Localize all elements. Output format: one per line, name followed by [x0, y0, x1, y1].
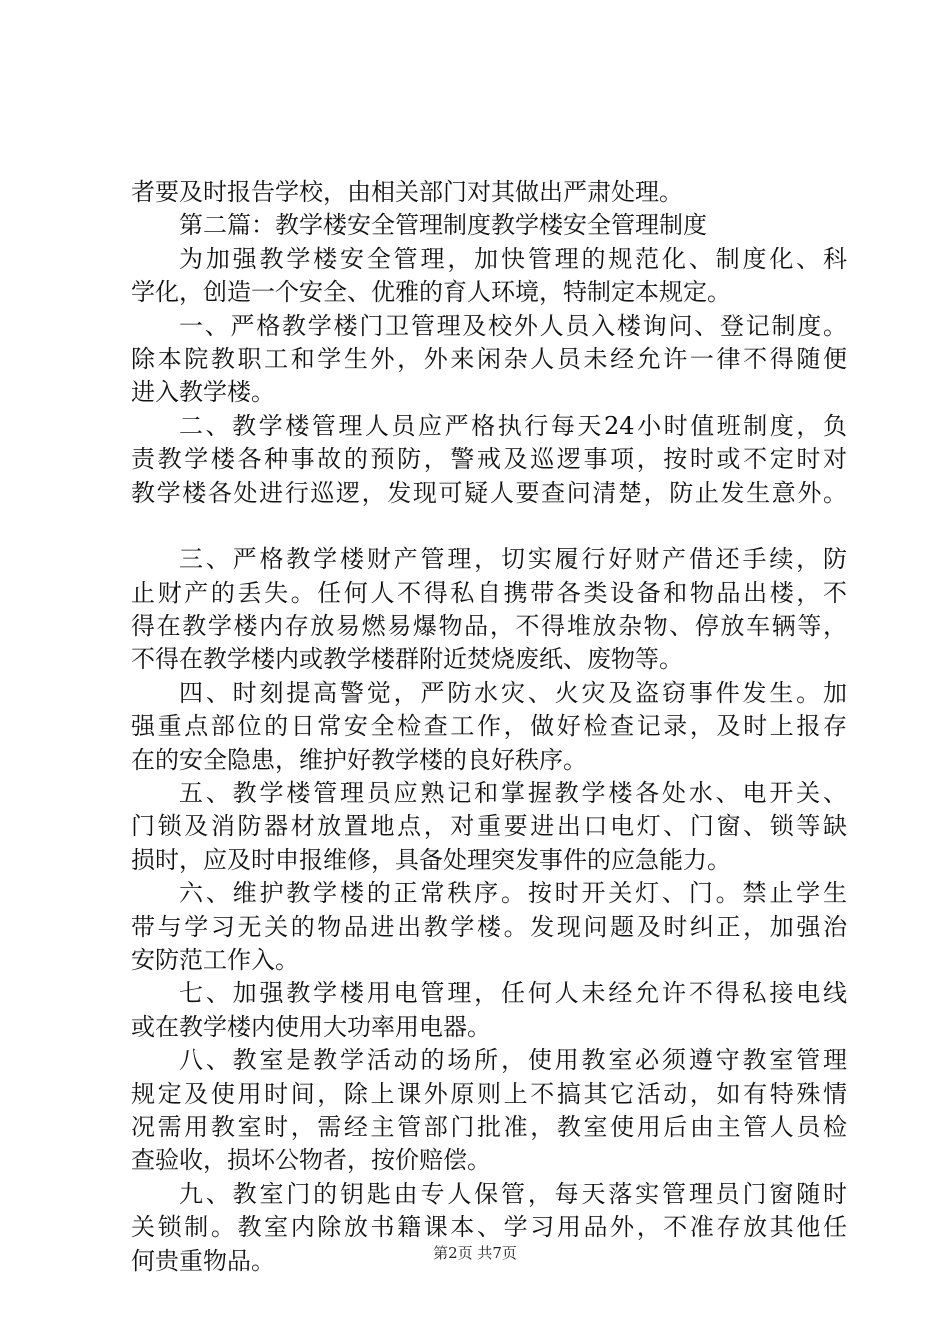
text-line: 学化，创造一个安全、优雅的育人环境，特制定本规定。 — [131, 278, 731, 307]
text-line: 带与学习无关的物品进出教学楼。发现问题及时纠正，加强治 — [131, 912, 847, 941]
page-number-footer: 第2页 共7页 — [433, 1244, 517, 1262]
text-line: 止财产的丢失。任何人不得私自携带各类设备和物品出楼，不 — [131, 578, 847, 607]
text-line: 除本院教职工和学生外，外来闲杂人员未经允许一律不得随便 — [131, 344, 847, 373]
text-line: 为加强教学楼安全管理，加快管理的规范化、制度化、科 — [179, 244, 847, 273]
text-line: 关锁制。教室内除放书籍课本、学习用品外，不准存放其他任 — [131, 1213, 847, 1242]
text-line: 门锁及消防器材放置地点，对重要进出口电灯、门窗、锁等缺 — [131, 812, 847, 841]
text-line: 八、教室是教学活动的场所，使用教室必须遵守教室管理 — [179, 1046, 847, 1075]
document-body — [131, 176, 847, 1278]
text-line: 不得在教学楼内或教学楼群附近焚烧废纸、废物等。 — [131, 645, 683, 674]
text-line: 强重点部位的日常安全检查工作，做好检查记录，及时上报存 — [131, 712, 847, 741]
text-line: 二、教学楼管理人员应严格执行每天24小时值班制度，负 — [179, 411, 847, 440]
text-line: 九、教室门的钥匙由专人保管，每天落实管理员门窗随时 — [179, 1179, 847, 1208]
section-heading: 第二篇：教学楼安全管理制度教学楼安全管理制度 — [179, 211, 707, 240]
text-line: 责教学楼各种事故的预防，警戒及巡逻事项，按时或不定时对 — [131, 445, 847, 474]
text-line: 况需用教室时，需经主管部门批准，教室使用后由主管人员检 — [131, 1112, 847, 1141]
text-line: 五、教学楼管理员应熟记和掌握教学楼各处水、电开关、 — [179, 779, 847, 808]
text-line: 进入教学楼。 — [131, 378, 275, 407]
text-line: 一、严格教学楼门卫管理及校外人员入楼询问、登记制度。 — [179, 311, 847, 340]
text-line: 六、维护教学楼的正常秩序。按时开关灯、门。禁止学生 — [179, 879, 847, 908]
text-line: 四、时刻提高警觉，严防水灾、火灾及盗窃事件发生。加 — [179, 678, 847, 707]
text-line: 或在教学楼内使用大功率用电器。 — [131, 1012, 491, 1041]
text-line: 查验收，损坏公物者，按价赔偿。 — [131, 1146, 491, 1175]
text-line: 安防范工作入。 — [131, 945, 299, 974]
text-line: 得在教学楼内存放易燃易爆物品，不得堆放杂物、停放车辆等， — [131, 612, 847, 641]
text-line: 三、严格教学楼财产管理，切实履行好财产借还手续，防 — [179, 545, 847, 574]
text-line: 损时，应及时申报维修，具备处理突发事件的应急能力。 — [131, 845, 731, 874]
text-line: 在的安全隐患，维护好教学楼的良好秩序。 — [131, 745, 587, 774]
text-line: 者要及时报告学校，由相关部门对其做出严肃处理。 — [131, 178, 683, 206]
blank-line — [131, 510, 847, 543]
text-line: 教学楼各处进行巡逻，发现可疑人要查问清楚，防止发生意外。 — [131, 478, 847, 507]
text-line: 规定及使用时间，除上课外原则上不搞其它活动，如有特殊情 — [131, 1079, 847, 1108]
text-line: 何贵重物品。 — [131, 1246, 275, 1275]
text-line: 七、加强教学楼用电管理，任何人未经允许不得私接电线 — [179, 979, 847, 1008]
